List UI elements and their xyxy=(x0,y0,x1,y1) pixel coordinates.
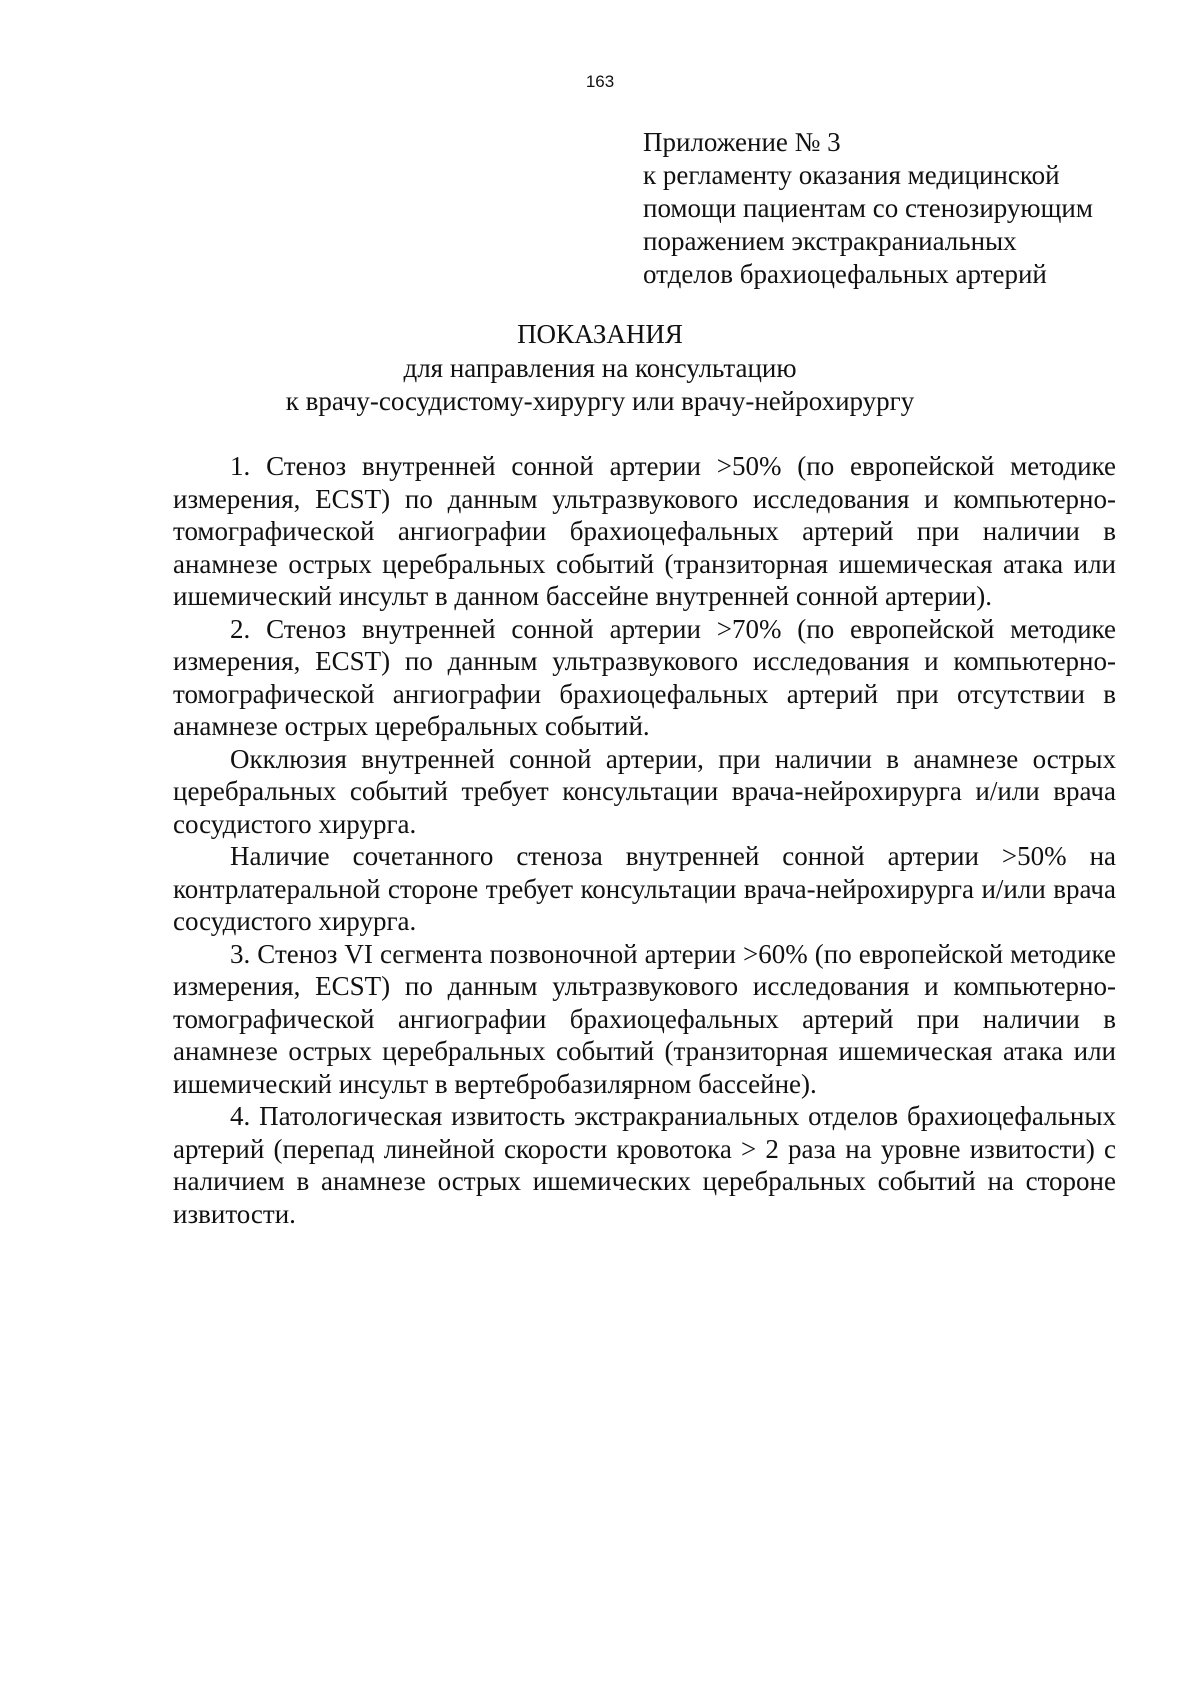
appendix-line: помощи пациентам со стенозирующим xyxy=(643,193,1093,223)
appendix-line: к регламенту оказания медицинской xyxy=(643,160,1060,190)
paragraph-occlusion: Окклюзия внутренней сонной артерии, при наличии в анамнезе острых церебральных событий требует консультации врача-нейрохирурга и/или врача сосудистого хирурга. xyxy=(173,743,1116,839)
paragraph-item-3: 3. Стеноз VI сегмента позвоночной артерии >60% (по европейской методике измерения, ECST) по данным ультразвукового исследования и компьютерно-томографической ангиографии брахиоцефальных артерий при наличии в анамнезе острых церебральных событий (транзиторная ишемическая атака или ишемический инсульт в вертебробазилярном бассейне). xyxy=(173,938,1116,1099)
subtitle-line: для направления на консультацию xyxy=(403,353,797,383)
paragraph-item-2: 2. Стеноз внутренней сонной артерии >70% (по европейской методике измерения, ECST) по данным ультразвукового исследования и компьютерно-томографической ангиографии брахиоцефальных артерий при отсутствии в анамнезе острых церебральных событий. xyxy=(173,613,1116,741)
appendix-line: Приложение № 3 xyxy=(643,127,841,157)
appendix-header xyxy=(643,126,1163,291)
page-number: 163 xyxy=(585,72,615,91)
subtitle-line: к врачу-сосудистому-хирургу или врачу-нейрохирургу xyxy=(285,386,915,416)
paragraph-item-4: 4. Патологическая извитость экстракраниальных отделов брахиоцефальных артерий (перепад линейной скорости кровотока > 2 раза на уровне извитости) с наличием в анамнезе острых ишемических церебральных событий на стороне извитости. xyxy=(173,1101,1116,1229)
appendix-line: поражением экстракраниальных xyxy=(643,226,1017,256)
paragraph-item-1: 1. Стеноз внутренней сонной артерии >50% (по европейской методике измерения, ECST) по данным ультразвукового исследования и компьютерно-томографической ангиографии брахиоцефальных артерий при наличии в анамнезе острых церебральных событий (транзиторная ишемическая атака или ишемический инсульт в данном бассейне внутренней сонной артерии). xyxy=(173,451,1116,611)
document-subtitle xyxy=(0,352,1200,418)
paragraph-contralateral: Наличие сочетанного стеноза внутренней сонной артерии >50% на контрлатеральной стороне требует консультации врача-нейрохирурга и/или врача сосудистого хирурга. xyxy=(173,841,1116,936)
appendix-line: отделов брахиоцефальных артерий xyxy=(643,259,1047,289)
document-title: ПОКАЗАНИЯ xyxy=(517,319,683,349)
document-body xyxy=(173,450,1116,1230)
